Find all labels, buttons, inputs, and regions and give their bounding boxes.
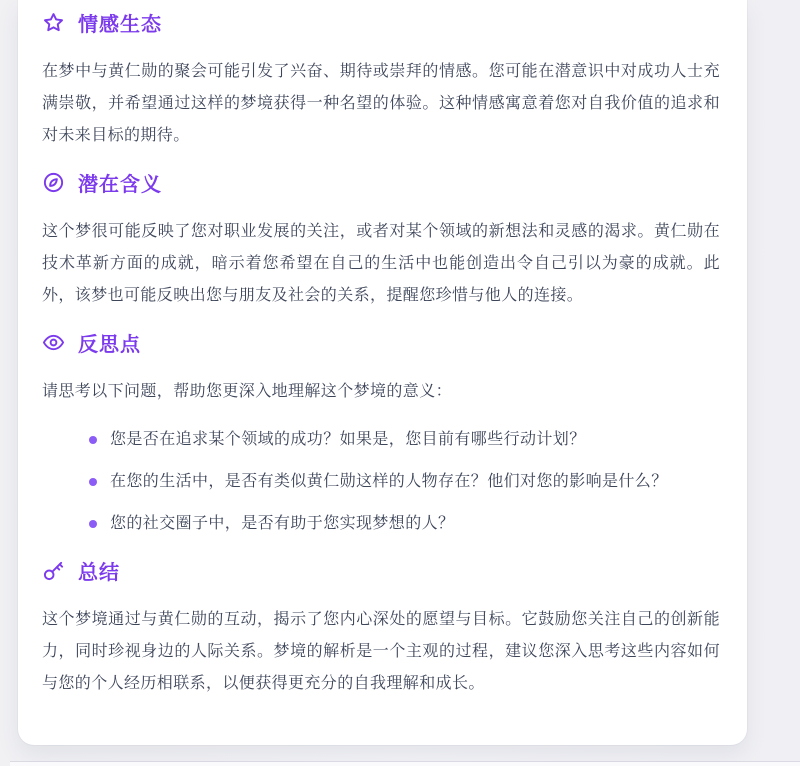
next-card-top-edge bbox=[10, 762, 800, 766]
reflection-questions-list bbox=[42, 424, 720, 540]
star-icon bbox=[42, 11, 65, 34]
eye-icon bbox=[42, 331, 65, 354]
section-reflection-heading bbox=[42, 328, 720, 356]
section-summary-heading bbox=[42, 556, 720, 584]
section-meaning bbox=[42, 168, 720, 312]
list-item: 您是否在追求某个领域的成功？如果是，您目前有哪些行动计划？ bbox=[96, 424, 720, 456]
section-paragraph: 这个梦境通过与黄仁勋的互动，揭示了您内心深处的愿望与目标。它鼓励您关注自己的创新能力，同时珍视身边的人际关系。梦境的解析是一个主观的过程，建议您深入思考这些内容如何与您的个人经历相联系，以便获得更充分的自我理解和成长。 bbox=[42, 611, 720, 692]
section-meaning-heading bbox=[42, 168, 720, 196]
section-title: 情感生态 bbox=[78, 13, 162, 36]
section-title: 潜在含义 bbox=[78, 173, 162, 196]
compass-icon bbox=[42, 171, 65, 194]
list-item: 您的社交圈子中，是否有助于您实现梦想的人？ bbox=[96, 508, 720, 540]
section-title: 总结 bbox=[78, 561, 120, 584]
section-summary bbox=[42, 556, 720, 700]
section-emotion-heading bbox=[42, 8, 720, 36]
list-item: 在您的生活中，是否有类似黄仁勋这样的人物存在？他们对您的影响是什么？ bbox=[96, 466, 720, 498]
section-emotion bbox=[42, 8, 720, 152]
section-title: 反思点 bbox=[78, 333, 141, 356]
key-icon bbox=[42, 559, 65, 582]
section-reflection bbox=[42, 328, 720, 540]
section-paragraph: 这个梦很可能反映了您对职业发展的关注，或者对某个领域的新想法和灵感的渴求。黄仁勋在技术革新方面的成就，暗示着您希望在自己的生活中也能创造出令自己引以为豪的成就。此外，该梦也可能反映出您与朋友及社会的关系，提醒您珍惜与他人的连接。 bbox=[42, 223, 720, 304]
section-paragraph: 在梦中与黄仁勋的聚会可能引发了兴奋、期待或崇拜的情感。您可能在潜意识中对成功人士充满崇敬，并希望通过这样的梦境获得一种名望的体验。这种情感寓意着您对自我价值的追求和对未来目标的期待。 bbox=[42, 63, 720, 144]
analysis-card bbox=[18, 0, 747, 745]
reflection-intro: 请思考以下问题，帮助您更深入地理解这个梦境的意义： bbox=[42, 383, 453, 400]
